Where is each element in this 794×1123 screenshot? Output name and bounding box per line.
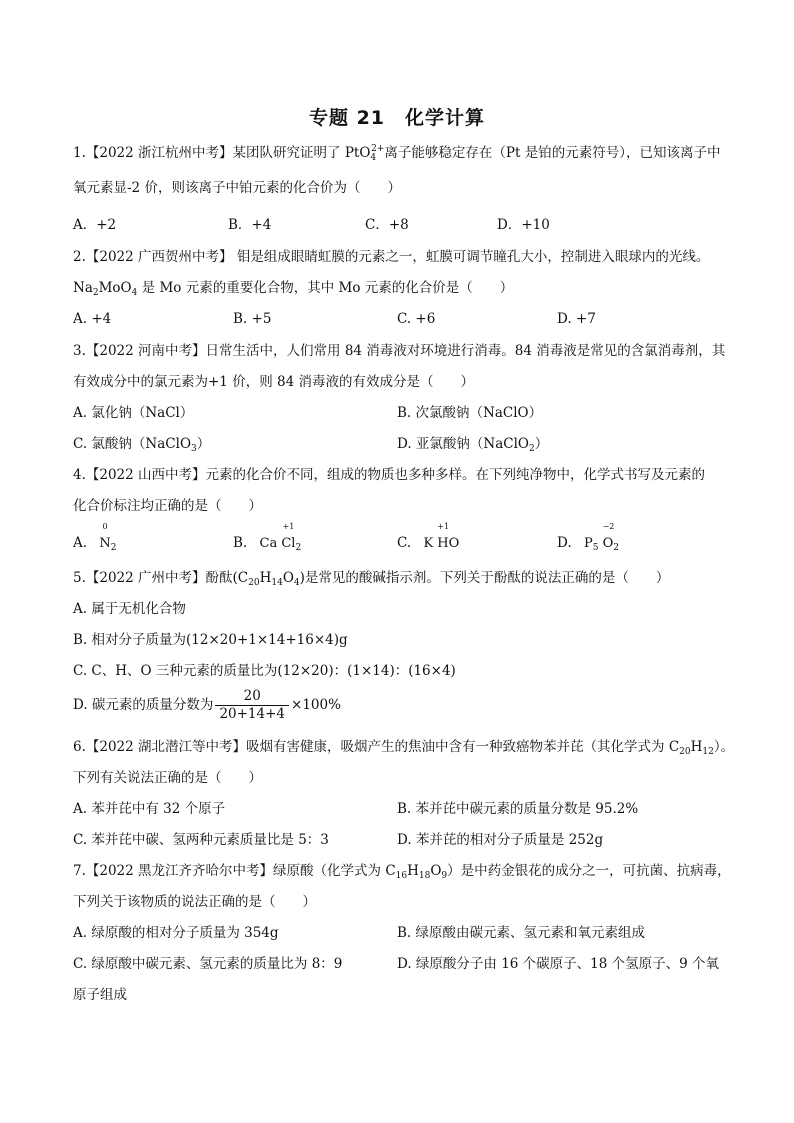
- valence-mark: +1: [437, 522, 450, 531]
- question-1-stem: 1.【2022 浙江杭州中考】某团队研究证明了 PtO$_4^{2+}$离子能够稳定存在（Pt 是铂的元素符号），已知该离子中: [73, 144, 721, 163]
- q5-option-a: A. 属于无机化合物: [73, 601, 186, 617]
- q4-option-b: B. Ca +1 $Cl_2$: [233, 522, 302, 553]
- page-title: 专题 21 化学计算: [308, 107, 486, 129]
- q6-option-b: B. 苯并芘中碳元素的质量分数是 95.2%: [397, 801, 639, 817]
- question-2-stem-line2: $Na_2MoO_4$ 是 Mo 元素的重要化合物，其中 Mo 元素的化合价是（ ）: [73, 280, 514, 298]
- q4-option-a: A. 0 $N_2$: [73, 522, 117, 553]
- q2-option-c: C. +6: [397, 311, 436, 327]
- q3-option-c: C. 氯酸钠（NaClO$_3$）: [73, 436, 211, 454]
- question-7-stem-line2: 下列关于该物质的说法正确的是（ ）: [73, 894, 316, 910]
- q5-option-b: B. 相对分子质量为(12×20+1×14+16×4)g: [73, 632, 348, 648]
- q1-option-a: A．+2: [73, 217, 117, 233]
- valence-mark: −2: [602, 522, 615, 531]
- q1-option-d: D．+10: [497, 217, 550, 233]
- valence-mark: +1: [282, 522, 295, 531]
- q7-option-a: A. 绿原酸的相对分子质量为 354g: [73, 925, 279, 941]
- q4-option-c: C. K +1 HO: [397, 522, 460, 551]
- question-4-stem: 4.【2022 山西中考】元素的化合价不同，组成的物质也多种多样。在下列纯净物中，化学式书写及元素的: [73, 467, 706, 483]
- q4-option-d: D. $P_5$ −2 $O_2$: [557, 522, 619, 553]
- q7-option-d-continued: 原子组成: [73, 987, 127, 1003]
- question-6-stem: 6.【2022 湖北潜江等中考】吸烟有害健康，吸烟产生的焦油中含有一种致癌物苯并芘（其化学式为 $C_{20}H_{12}$）。: [73, 739, 735, 757]
- q6-option-a: A. 苯并芘中有 32 个原子: [73, 801, 226, 817]
- fraction: $\frac{20}{20+14+4}$: [215, 688, 289, 723]
- q6-option-c: C. 苯并芘中碳、氢两种元素质量比是 5：3: [73, 832, 329, 848]
- q6-option-d: D. 苯并芘的相对分子质量是 252g: [397, 832, 604, 848]
- question-6-stem-line2: 下列有关说法正确的是（ ）: [73, 770, 262, 786]
- q1-option-b: B．+4: [228, 217, 272, 233]
- question-4-stem-line2: 化合价标注均正确的是（ ）: [73, 498, 262, 514]
- q1-option-c: C．+8: [365, 217, 409, 233]
- question-2-stem: 2.【2022 广西贺州中考】 钼是组成眼睛虹膜的元素之一，虹膜可调节瞳孔大小，控制进入眼球内的光线。: [73, 249, 710, 265]
- valence-mark: 0: [102, 522, 108, 531]
- question-3-stem: 3.【2022 河南中考】日常生活中，人们常用 84 消毒液对环境进行消毒。84 消毒液是常见的含氯消毒剂，其: [73, 343, 726, 359]
- q3-option-d: D. 亚氯酸钠（NaClO$_2$）: [397, 436, 549, 454]
- question-3-stem-line2: 有效成分中的氯元素为+1 价，则 84 消毒液的有效成分是（ ）: [73, 374, 474, 390]
- question-5-stem: 5.【2022 广州中考】酚酞$(C_{20}H_{14}O_4)$是常见的酸碱指示剂。下列关于酚酞的说法正确的是（ ）: [73, 570, 670, 588]
- q7-option-d: D. 绿原酸分子由 16 个碳原子、18 个氢原子、9 个氧: [397, 956, 720, 972]
- q7-option-b: B. 绿原酸由碳元素、氢元素和氧元素组成: [397, 925, 646, 941]
- q5-option-d: D. 碳元素的质量分数为 $\frac{20}{20+14+4}$ ×100%: [73, 688, 341, 722]
- q3-option-a: A. 氯化钠（NaCl）: [73, 405, 194, 421]
- q7-option-c: C. 绿原酸中碳元素、氢元素的质量比为 8：9: [73, 956, 343, 972]
- question-1-stem-line2: 氧元素显-2 价，则该离子中铂元素的化合价为（ ）: [73, 180, 401, 196]
- q5-option-c: C. C、H、O 三种元素的质量比为(12×20)：(1×14)：(16×4): [73, 663, 456, 679]
- q2-option-b: B. +5: [233, 311, 272, 327]
- q3-option-b: B. 次氯酸钠（NaClO）: [397, 405, 543, 421]
- question-7-stem: 7.【2022 黑龙江齐齐哈尔中考】绿原酸（化学式为 $C_{16}H_{18}O_9$）是中药金银花的成分之一，可抗菌、抗病毒，: [73, 863, 731, 881]
- q2-option-d: D. +7: [557, 311, 596, 327]
- q2-option-a: A. +4: [73, 311, 112, 327]
